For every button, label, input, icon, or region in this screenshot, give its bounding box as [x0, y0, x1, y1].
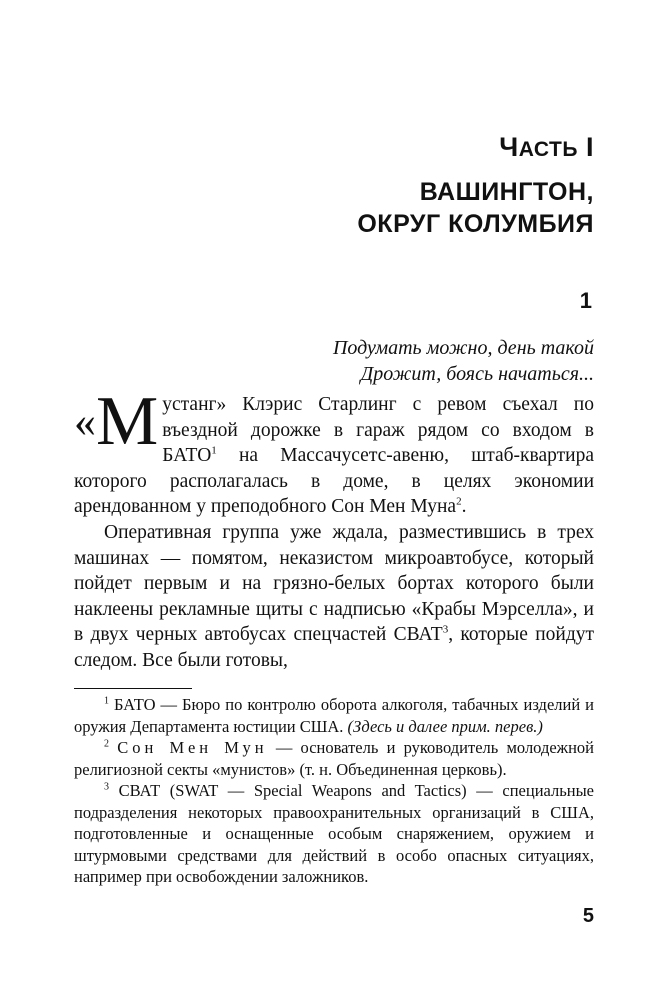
part-numeral: I [585, 132, 594, 162]
footnote-ref-1[interactable]: 1 [211, 444, 217, 457]
footnote-2-name: Сон Мен Мун [117, 738, 268, 757]
epigraph [333, 335, 594, 387]
part-subtitle [357, 176, 594, 240]
part-title [499, 132, 594, 163]
epigraph-line-1: Подумать можно, день такой [332, 337, 594, 359]
book-page [74, 0, 594, 1000]
footnote-1-text: БАТО — Бюро по контролю оборота алкоголя, табачных изделий и оружия Департамента юстиции США. [74, 695, 594, 736]
part-word-rest: АСТЬ [518, 138, 578, 161]
epigraph-line-2: Дрожит, боясь начаться... [360, 363, 594, 385]
paragraph-1-text-c: . [461, 496, 467, 518]
paragraph-2-text-b: , которые пойдут следом. Все были готовы, [74, 624, 595, 671]
footnotes [74, 694, 594, 888]
footnote-ref-3[interactable]: 3 [442, 623, 449, 636]
paragraph-1 [74, 383, 594, 520]
part-word-first: Ч [499, 132, 519, 162]
footnote-1-number: 1 [104, 695, 109, 707]
footnote-2-text: — основатель и руководитель молодежной религиозной секты «мунистов» (т. н. Объединенная церковь). [74, 738, 594, 779]
paragraph-1-text-b: на Массачусетс-авеню, штаб-квартира которого располагалась в доме, в целях экономии арендованном у преподобного Сон Мен Муна [74, 445, 594, 518]
footnote-2 [74, 737, 594, 780]
opening-quote-mark: « [74, 397, 96, 446]
footnote-1 [74, 694, 594, 737]
body-text [74, 383, 595, 674]
subtitle-line-1: ВАШИНГТОН, [419, 178, 594, 206]
dropcap-block [74, 383, 159, 460]
paragraph-1-text-a: устанг» Клэрис Старлинг с ревом съехал по въездной дорожке в гараж рядом со входом в БАТО [162, 394, 594, 467]
footnote-3-number: 3 [104, 781, 109, 793]
footnote-3 [74, 780, 594, 888]
chapter-number: 1 [579, 288, 592, 313]
footnote-1-italic-note: (Здесь и далее прим. перев.) [347, 716, 543, 736]
footnote-2-number: 2 [104, 738, 109, 750]
paragraph-2-text-a: Оперативная группа уже ждала, разместившись в трех машинах — помятом, неказистом микроавтобусе, который пойдет первым и на грязно-белых бортах которого были наклеены рекламные щиты с надписью «Крабы Мэрселла», и в двух черных автобусах спецчастей СВАТ [74, 521, 594, 646]
dropcap-letter: М [96, 383, 159, 460]
footnote-3-text: СВАТ (SWAT — Special Weapons and Tactics) — специальные подразделения некоторых правоохранительных организаций в США, подготовленные и оснащенные особым снаряжением, оружием и штурмовыми средствами для действий в особо опасных ситуациях, например при освобождении заложников. [74, 781, 594, 886]
footnote-divider [74, 688, 192, 689]
paragraph-2 [74, 520, 594, 674]
footnote-ref-2[interactable]: 2 [456, 495, 462, 508]
page-number: 5 [582, 905, 594, 927]
subtitle-line-2: ОКРУГ КОЛУМБИЯ [357, 210, 594, 238]
